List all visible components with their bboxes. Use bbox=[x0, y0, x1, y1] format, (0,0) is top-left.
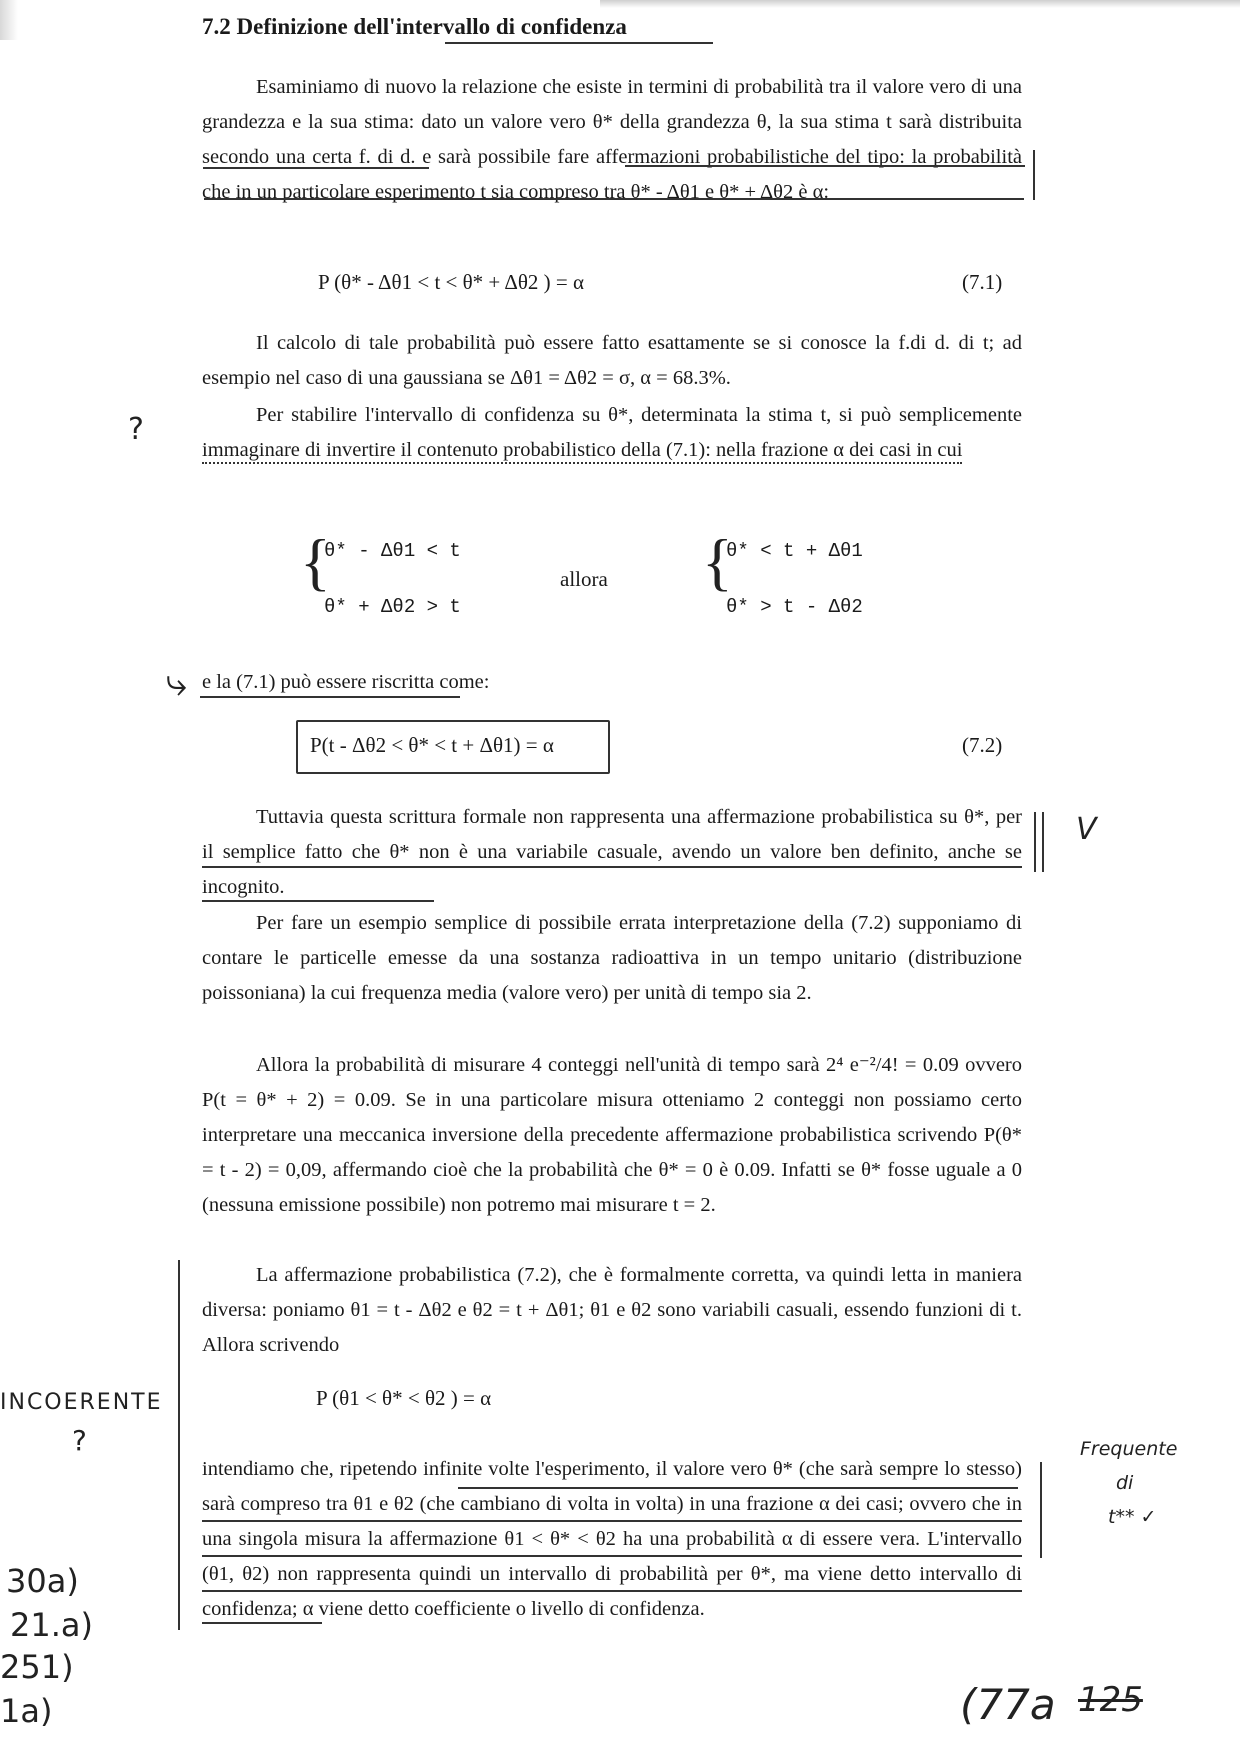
t-star-note: t** ✓ bbox=[1108, 1506, 1157, 1528]
arrow-annotation: ⤷ bbox=[166, 660, 188, 704]
margin-number-note: 21.a) bbox=[10, 1606, 93, 1644]
margin-bar bbox=[1034, 812, 1036, 872]
equation-7-1: P (θ* - Δθ1 < t < θ* + Δθ2 ) = α bbox=[318, 270, 585, 294]
paragraph-5: Tuttavia questa scrittura formale non rappresenta una affermazione probabilistica su θ*, per il semplice fatto che θ* non è una variabile casuale, avendo un valore ben definito, anche se incognito. bbox=[202, 806, 1022, 898]
paragraph-4: e la (7.1) può essere riscritta come: bbox=[202, 671, 490, 693]
equation-7-2: P(t - Δθ2 < θ* < t + Δθ1) = α bbox=[310, 733, 554, 757]
equation-number-7-2: (7.2) bbox=[962, 733, 1003, 757]
handwritten-underline bbox=[202, 1520, 1022, 1522]
handwritten-underline bbox=[445, 42, 713, 44]
handwritten-underline bbox=[625, 165, 1025, 167]
margin-bar bbox=[1040, 1462, 1042, 1558]
scan-edge-top bbox=[600, 0, 1240, 8]
question-mark-note: ? bbox=[72, 1424, 87, 1457]
paragraph-6: Per fare un esempio semplice di possibile errata interpretazione della (7.2) supponiamo di contare le particelle emesse da una sostanza radioattiva in un tempo unitario (distribuzione poissoniana) la cui frequenza media (valore vero) per unità di tempo sia 2. bbox=[202, 912, 1022, 1004]
margin-bracket bbox=[178, 1260, 180, 1630]
section-title: 7.2 Definizione dell'intervallo di confidenza bbox=[202, 14, 627, 39]
paragraph-3: Per stabilire l'intervallo di confidenza su θ*, determinata la stima t, si può semplicemente immaginare di invertire il contenuto probabilistico della (7.1): nella frazione α dei casi in cui bbox=[202, 404, 1022, 461]
system-right-line-2: θ* > t - Δθ2 bbox=[726, 596, 863, 618]
paragraph-8: La affermazione probabilistica (7.2), che è formalmente corretta, va quindi letta in maniera diversa: poniamo θ1 = t - Δθ2 e θ2 = t + Δθ1; θ1 e θ2 sono variabili casuali, essendo funzioni di t. Allora scrivendo bbox=[202, 1264, 1022, 1356]
system-left-line-2: θ* + Δθ2 > t bbox=[324, 596, 461, 618]
handwritten-underline bbox=[202, 1590, 1022, 1592]
di-note: di bbox=[1116, 1472, 1134, 1494]
paragraph-9: intendiamo che, ripetendo infinite volte l'esperimento, il valore vero θ* (che sarà sempre lo stesso) sarà compreso tra θ1 e θ2 (che cambiano di volta in volta) in una frazione α dei casi; ovvero che in una singola misura la affermazione θ1 < θ* < θ2 ha una probabilità α di essere vera. L'intervallo (θ1, θ2) non rappresenta quindi un intervallo di probabilità per θ*, ma viene detto intervallo di confidenza; α viene detto coefficiente o livello di confidenza. bbox=[202, 1458, 1022, 1620]
crossed-page-number: 125 bbox=[1078, 1680, 1143, 1720]
paragraph-7: Allora la probabilità di misurare 4 conteggi nell'unità di tempo sarà 2⁴ e⁻²/4! = 0.09 ovvero P(t = θ* + 2) = 0.09. Se in una particolare misura otteniamo 2 conteggi non possiamo certo interpretare una meccanica inversione della precedente affermazione probabilistica scrivendo P(θ* = t - 2) = 0,09, affermando cioè che la probabilità che θ* = 0 è 0.09. Infatti se θ* fosse uguale a 0 (nessuna emissione possibile) non potremo mai misurare t = 2. bbox=[202, 1054, 1022, 1216]
handwritten-underline bbox=[202, 1555, 1022, 1557]
paragraph-1: Esaminiamo di nuovo la relazione che esiste in termini di probabilità tra il valore vero di una grandezza e la sua stima: dato un valore vero θ* della grandezza θ, la sua stima t sarà distribuita secondo una certa f. di d. e sarà possibile fare affermazioni probabilistiche del tipo: la probabilità che in un particolare esperimento t sia compreso tra θ* - Δθ1 e θ* + Δθ2 è α: bbox=[202, 76, 1022, 203]
margin-number-note: 251) bbox=[0, 1648, 74, 1686]
system-connector: allora bbox=[560, 567, 608, 591]
paragraph-2: Il calcolo di tale probabilità può essere fatto esattamente se si conosce la f.di d. di t; ad esempio nel caso di una gaussiana se Δθ1 = Δθ2 = σ, α = 68.3%. bbox=[202, 332, 1022, 389]
equation-number-7-1: (7.1) bbox=[962, 270, 1003, 294]
margin-bar bbox=[1042, 812, 1044, 872]
incoerente-note: INCOERENTE bbox=[0, 1390, 163, 1415]
margin-number-note: 30a) bbox=[6, 1562, 79, 1600]
handwritten-underline bbox=[202, 1622, 322, 1624]
handwritten-underline bbox=[203, 167, 429, 169]
handwritten-underline bbox=[202, 866, 1022, 868]
margin-number-note: 1a) bbox=[0, 1692, 53, 1730]
frequente-note: Frequente bbox=[1080, 1438, 1178, 1460]
equation-interval: P (θ1 < θ* < θ2 ) = α bbox=[316, 1386, 492, 1410]
margin-bar bbox=[1033, 150, 1035, 200]
system-left-line-1: θ* - Δθ1 < t bbox=[324, 540, 461, 562]
handwritten-underline bbox=[202, 462, 962, 464]
scan-edge-left bbox=[0, 0, 18, 40]
right-brace: { bbox=[702, 526, 733, 597]
handwritten-underline bbox=[458, 1487, 1018, 1489]
page-number-handwritten: (77a bbox=[960, 1680, 1056, 1729]
system-right-line-1: θ* < t + Δθ1 bbox=[726, 540, 863, 562]
handwritten-underline bbox=[204, 198, 1024, 200]
handwritten-underline bbox=[200, 696, 460, 698]
v-mark-note: V bbox=[1076, 812, 1097, 847]
left-brace: { bbox=[300, 526, 331, 597]
handwritten-underline bbox=[202, 900, 434, 902]
question-mark-note: ? bbox=[128, 412, 144, 447]
